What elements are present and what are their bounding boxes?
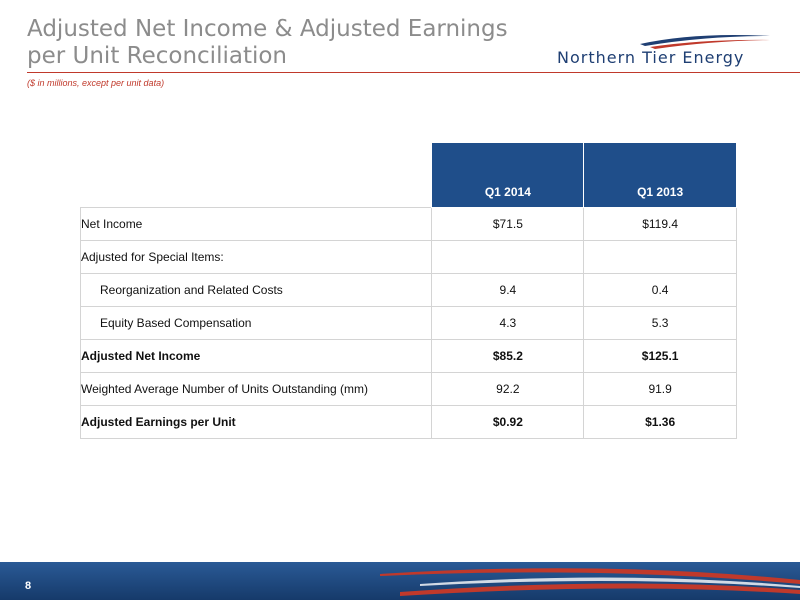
table-header-row <box>81 143 737 208</box>
title-divider <box>27 72 800 73</box>
table-row <box>81 406 737 439</box>
slide-title-line-1: Adjusted Net Income & Adjusted Earnings <box>27 16 508 42</box>
value-q1-2014: $0.92 <box>432 406 584 439</box>
column-header-q1-2014: Q1 2014 <box>432 143 584 208</box>
row-label: Adjusted Earnings per Unit <box>81 406 432 439</box>
row-label: Adjusted for Special Items: <box>81 241 432 274</box>
table-row <box>81 307 737 340</box>
row-label: Adjusted Net Income <box>81 340 432 373</box>
reconciliation-table <box>80 142 737 439</box>
page-number: 8 <box>25 580 32 592</box>
row-label: Equity Based Compensation <box>81 307 432 340</box>
value-q1-2014: 4.3 <box>432 307 584 340</box>
value-q1-2014: 92.2 <box>432 373 584 406</box>
value-q1-2013: $1.36 <box>584 406 737 439</box>
value-q1-2014 <box>432 241 584 274</box>
footer-band <box>0 562 800 600</box>
value-q1-2014: $85.2 <box>432 340 584 373</box>
header-blank-cell <box>81 143 432 208</box>
table-row <box>81 208 737 241</box>
table-row <box>81 340 737 373</box>
value-q1-2013: $125.1 <box>584 340 737 373</box>
logo-wordmark: Northern Tier Energy <box>557 48 745 67</box>
column-header-q1-2013: Q1 2013 <box>584 143 737 208</box>
units-note: ($ in millions, except per unit data) <box>27 78 165 88</box>
slide-title-line-2: per Unit Reconciliation <box>27 43 288 69</box>
row-label: Weighted Average Number of Units Outstanding (mm) <box>81 373 432 406</box>
slide-title <box>27 16 527 70</box>
table-row <box>81 241 737 274</box>
table-row <box>81 373 737 406</box>
value-q1-2014: 9.4 <box>432 274 584 307</box>
value-q1-2013 <box>584 241 737 274</box>
row-label: Reorganization and Related Costs <box>81 274 432 307</box>
company-logo <box>545 30 775 72</box>
value-q1-2013: 0.4 <box>584 274 737 307</box>
value-q1-2013: 5.3 <box>584 307 737 340</box>
value-q1-2013: $119.4 <box>584 208 737 241</box>
table-row <box>81 274 737 307</box>
row-label: Net Income <box>81 208 432 241</box>
value-q1-2014: $71.5 <box>432 208 584 241</box>
value-q1-2013: 91.9 <box>584 373 737 406</box>
